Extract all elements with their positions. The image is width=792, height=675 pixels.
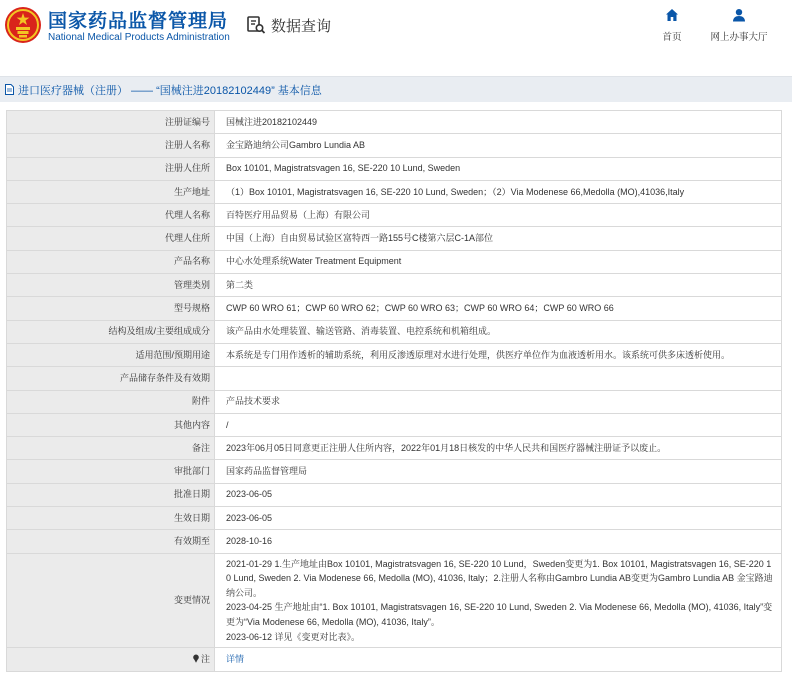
change-entry: 2023-04-25 生产地址由“1. Box 10101, Magistratsvagen 16, SE-220 10 Lund, Sweden 2. Via Modenese 66, Medolla (MO), 41036, Italy”变更为“Via Modenese 66, Medolla (MO), 41036, Italy”。 <box>226 602 773 628</box>
field-label: 代理人住所 <box>7 227 215 250</box>
table-row <box>7 111 782 134</box>
field-label: 注册人住所 <box>7 157 215 180</box>
change-entry: 2023-06-12 详见《变更对比表》。 <box>226 631 361 642</box>
table-row <box>7 413 782 436</box>
field-value: （1）Box 10101, Magistratsvagen 16, SE-220 10 Lund, Sweden；（2）Via Modenese 66,Medolla (MO),41036,Italy <box>215 180 782 203</box>
field-label: 型号规格 <box>7 297 215 320</box>
field-label: 生产地址 <box>7 180 215 203</box>
field-label: 适用范围/预期用途 <box>7 343 215 366</box>
table-row <box>7 204 782 227</box>
field-value: 国家药品监督管理局 <box>215 460 782 483</box>
table-row <box>7 157 782 180</box>
nav-online-service-hall[interactable] <box>704 8 774 43</box>
table-row <box>7 320 782 343</box>
table-row <box>7 227 782 250</box>
table-row <box>7 250 782 273</box>
table-row <box>7 507 782 530</box>
note-label: 注 <box>200 653 210 664</box>
user-icon <box>732 8 746 22</box>
table-row <box>7 297 782 320</box>
field-label: 产品名称 <box>7 250 215 273</box>
table-row-note <box>7 648 782 671</box>
field-value: / <box>215 413 782 436</box>
field-label: 管理类别 <box>7 274 215 297</box>
field-label: 注册证编号 <box>7 111 215 134</box>
field-value: 第二类 <box>215 274 782 297</box>
field-value: Box 10101, Magistratsvagen 16, SE-220 10 Lund, Sweden <box>215 157 782 180</box>
field-label: 批准日期 <box>7 483 215 506</box>
pin-icon <box>192 654 200 663</box>
field-value: 2023年06月05日同意更正注册人住所内容，2022年01月18日核发的中华人民共和国医疗器械注册证予以废止。 <box>215 437 782 460</box>
field-value <box>215 648 782 671</box>
change-history-value <box>215 553 782 648</box>
field-label: 产品储存条件及有效期 <box>7 367 215 390</box>
home-icon <box>665 8 679 22</box>
document-search-icon <box>246 15 266 35</box>
record-title: 进口医疗器械（注册） —— “国械注进20182102449” 基本信息 <box>18 84 322 97</box>
field-label: 备注 <box>7 437 215 460</box>
nav-home[interactable] <box>637 8 707 43</box>
table-row <box>7 134 782 157</box>
field-label: 其他内容 <box>7 413 215 436</box>
org-name-cn[interactable]: 国家药品监督管理局 <box>48 11 229 32</box>
field-value: 百特医疗用品贸易（上海）有限公司 <box>215 204 782 227</box>
field-label: 代理人名称 <box>7 204 215 227</box>
nav-home-label: 首页 <box>662 32 682 43</box>
field-label: 有效期至 <box>7 530 215 553</box>
header-spacer <box>0 52 792 76</box>
field-value: 本系统是专门用作透析的辅助系统，利用反渗透原理对水进行处理，供医疗单位作为血液透析用水。该系统可供多床透析使用。 <box>215 343 782 366</box>
table-row <box>7 460 782 483</box>
data-query-label: 数据查询 <box>271 17 332 35</box>
field-value: 中国（上海）自由贸易试验区富特西一路155号C楼第六层C-1A部位 <box>215 227 782 250</box>
field-label: 结构及组成/主要组成成分 <box>7 320 215 343</box>
registration-detail-table <box>6 110 782 672</box>
field-value <box>215 367 782 390</box>
details-link[interactable]: 详情 <box>226 653 245 664</box>
field-value: 该产品由水处理装置、输送管路、消毒装置、电控系统和机箱组成。 <box>215 320 782 343</box>
change-entry: 2021-01-29 1.生产地址由Box 10101, Magistratsvagen 16, SE-220 10 Lund，Sweden变更为1. Box 10101, Magistratsvagen 16, SE-220 10 Lund, Sweden 2. Via Modenese 66, Medolla (MO), 41036, Italy；2.注册人名称由Gambro Lundia AB变更为Gambro Lundia AB 金宝路迪纳公司。 <box>226 558 773 598</box>
table-row <box>7 180 782 203</box>
table-row <box>7 483 782 506</box>
org-name-en[interactable]: National Medical Products Administration <box>48 32 230 43</box>
field-label: 审批部门 <box>7 460 215 483</box>
nav-online-service-hall-label: 网上办事大厅 <box>710 32 768 43</box>
table-row-change-history <box>7 553 782 648</box>
table-row <box>7 274 782 297</box>
field-value: 金宝路迪纳公司Gambro Lundia AB <box>215 134 782 157</box>
table-row <box>7 343 782 366</box>
field-value: 2023-06-05 <box>215 483 782 506</box>
field-value: 2023-06-05 <box>215 507 782 530</box>
field-value: 产品技术要求 <box>215 390 782 413</box>
field-value: CWP 60 WRO 61；CWP 60 WRO 62；CWP 60 WRO 63；CWP 60 WRO 64；CWP 60 WRO 66 <box>215 297 782 320</box>
field-value: 国械注进20182102449 <box>215 111 782 134</box>
field-label <box>7 648 215 671</box>
record-title-bar <box>0 76 792 102</box>
site-header <box>0 0 792 52</box>
field-value: 2028-10-16 <box>215 530 782 553</box>
field-value: 中心水处理系统Water Treatment Equipment <box>215 250 782 273</box>
national-emblem-icon <box>4 6 42 44</box>
table-row <box>7 437 782 460</box>
field-label: 注册人名称 <box>7 134 215 157</box>
document-icon <box>4 84 15 95</box>
table-row <box>7 367 782 390</box>
table-row <box>7 530 782 553</box>
field-label: 附件 <box>7 390 215 413</box>
data-query-heading <box>246 14 331 36</box>
field-label: 生效日期 <box>7 507 215 530</box>
table-row <box>7 390 782 413</box>
field-label: 变更情况 <box>7 553 215 648</box>
